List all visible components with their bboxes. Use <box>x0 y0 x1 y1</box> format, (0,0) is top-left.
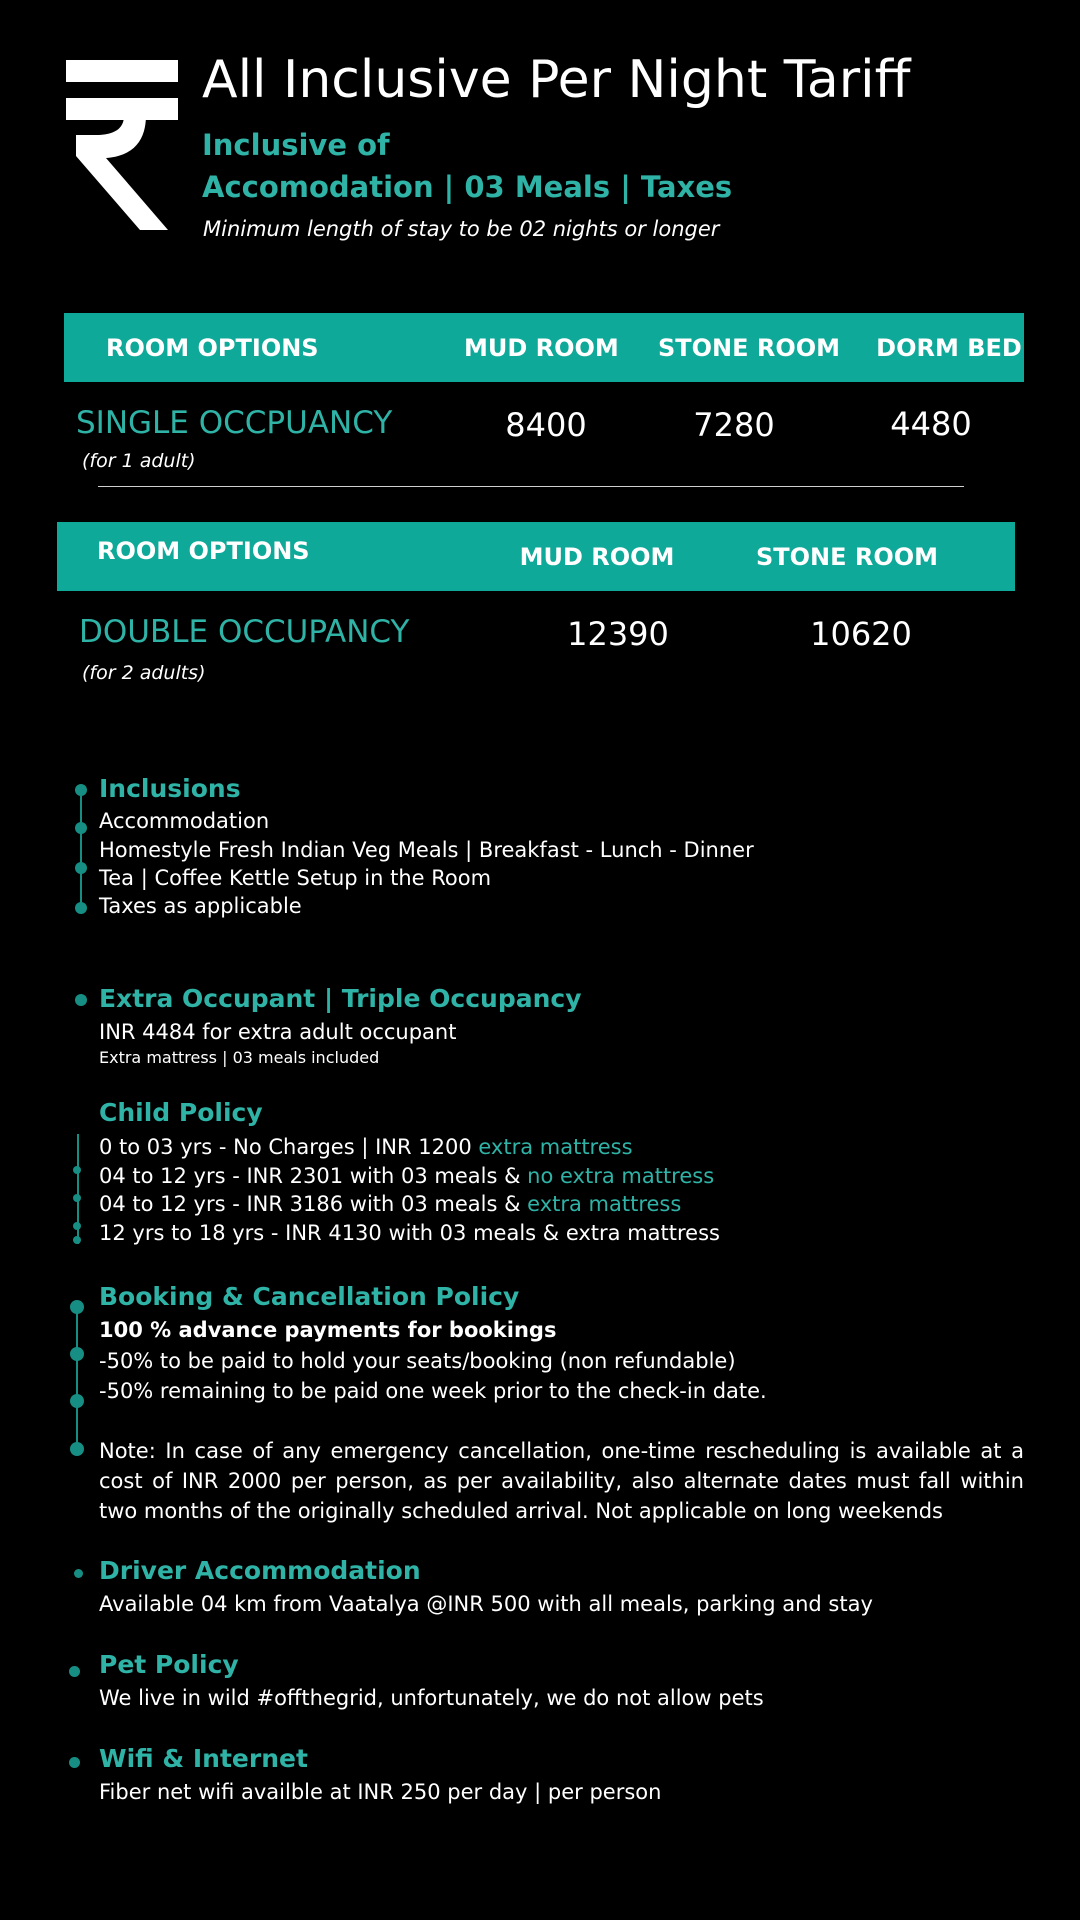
child-policy-highlight: no extra mattress <box>527 1164 715 1188</box>
inclusion-item: Taxes as applicable <box>99 894 302 918</box>
double-header-room-options: ROOM OPTIONS <box>97 537 310 565</box>
bullet-icon <box>75 994 87 1006</box>
pet-heading: Pet Policy <box>99 1650 239 1679</box>
double-header-mud-room: MUD ROOM <box>519 543 675 571</box>
booking-bold-line: 100 % advance payments for bookings <box>99 1318 557 1342</box>
driver-heading: Driver Accommodation <box>99 1556 421 1585</box>
double-table-header <box>57 522 1015 591</box>
bullet-icon <box>69 1757 80 1768</box>
single-header-stone-room: STONE ROOM <box>657 334 841 362</box>
double-header-stone-room: STONE ROOM <box>755 543 939 571</box>
table-divider <box>98 486 964 487</box>
child-policy-heading: Child Policy <box>99 1098 263 1127</box>
booking-note: Note: In case of any emergency cancellation, one-time rescheduling is available at a cost of INR 2000 per person, as per availability, also alternate dates must fall within two months of the originally scheduled arrival. Not applicable on long weekends <box>99 1439 1024 1523</box>
inclusion-item: Accommodation <box>99 809 270 833</box>
bullet-icon <box>73 1236 81 1244</box>
booking-line: -50% remaining to be paid one week prior to the check-in date. <box>99 1379 767 1403</box>
inclusive-line-2: Accomodation | 03 Meals | Taxes <box>202 170 733 204</box>
page-title: All Inclusive Per Night Tariff <box>202 50 911 110</box>
bullet-icon <box>75 784 87 796</box>
child-policy-text: 12 yrs to 18 yrs - INR 4130 with 03 meals & extra mattress <box>99 1221 720 1245</box>
single-table-header <box>64 313 1024 382</box>
inclusion-item: Tea | Coffee Kettle Setup in the Room <box>99 866 492 890</box>
bullet-icon <box>70 1347 84 1361</box>
bullet-icon <box>70 1442 84 1456</box>
single-price-stone-room: 7280 <box>693 406 775 444</box>
child-policy-text: 04 to 12 yrs - INR 2301 with 03 meals & <box>99 1164 528 1188</box>
single-price-dorm-bed: 4480 <box>890 405 972 443</box>
bullet-icon <box>69 1666 80 1677</box>
child-policy-item <box>99 1162 714 1190</box>
bullet-icon <box>73 1194 81 1202</box>
child-policy-item <box>99 1190 681 1218</box>
child-policy-highlight: extra mattress <box>527 1192 682 1216</box>
booking-heading: Booking & Cancellation Policy <box>99 1282 520 1311</box>
child-policy-text: 0 to 03 yrs - No Charges | INR 1200 <box>99 1135 479 1159</box>
double-price-stone-room: 10620 <box>810 615 912 653</box>
bullet-icon <box>70 1300 84 1314</box>
bullet-icon <box>75 862 87 874</box>
single-occupancy-label: SINGLE OCCPUANCY <box>76 405 393 441</box>
wifi-line: Fiber net wifi availble at INR 250 per day | per person <box>99 1780 662 1804</box>
child-policy-item <box>99 1133 633 1161</box>
wifi-heading: Wifi & Internet <box>99 1744 308 1773</box>
inclusions-heading: Inclusions <box>99 774 241 803</box>
single-header-mud-room: MUD ROOM <box>464 334 619 362</box>
single-header-room-options: ROOM OPTIONS <box>106 334 319 362</box>
booking-timeline <box>76 1306 78 1452</box>
single-occupancy-note: (for 1 adult) <box>82 450 196 472</box>
double-occupancy-label: DOUBLE OCCUPANCY <box>79 614 410 650</box>
inclusive-subtitle <box>202 124 732 208</box>
rupee-icon <box>66 60 182 230</box>
bullet-icon <box>73 1166 81 1174</box>
booking-line: -50% to be paid to hold your seats/booking (non refundable) <box>99 1349 736 1373</box>
inclusion-item: Homestyle Fresh Indian Veg Meals | Breakfast - Lunch - Dinner <box>99 838 754 862</box>
driver-line: Available 04 km from Vaatalya @INR 500 with all meals, parking and stay <box>99 1592 873 1616</box>
child-policy-highlight: extra mattress <box>478 1135 633 1159</box>
inclusions-timeline <box>80 790 82 908</box>
bullet-icon <box>73 1222 81 1230</box>
double-occupancy-note: (for 2 adults) <box>82 662 206 684</box>
single-price-mud-room: 8400 <box>505 406 587 444</box>
inclusive-line-1: Inclusive of <box>202 128 390 162</box>
bullet-icon <box>75 822 87 834</box>
child-policy-item <box>99 1219 720 1247</box>
bullet-icon <box>74 1569 83 1578</box>
double-price-mud-room: 12390 <box>567 615 669 653</box>
child-policy-text: 04 to 12 yrs - INR 3186 with 03 meals & <box>99 1192 528 1216</box>
min-stay-note: Minimum length of stay to be 02 nights or longer <box>203 217 720 241</box>
bullet-icon <box>75 902 87 914</box>
extra-occupant-heading: Extra Occupant | Triple Occupancy <box>99 984 582 1013</box>
extra-occupant-line: INR 4484 for extra adult occupant <box>99 1020 457 1044</box>
extra-occupant-note: Extra mattress | 03 meals included <box>99 1048 380 1067</box>
pet-line: We live in wild #offthegrid, unfortunately, we do not allow pets <box>99 1686 764 1710</box>
single-header-dorm-bed: DORM BED <box>876 334 1022 362</box>
bullet-icon <box>70 1394 84 1408</box>
